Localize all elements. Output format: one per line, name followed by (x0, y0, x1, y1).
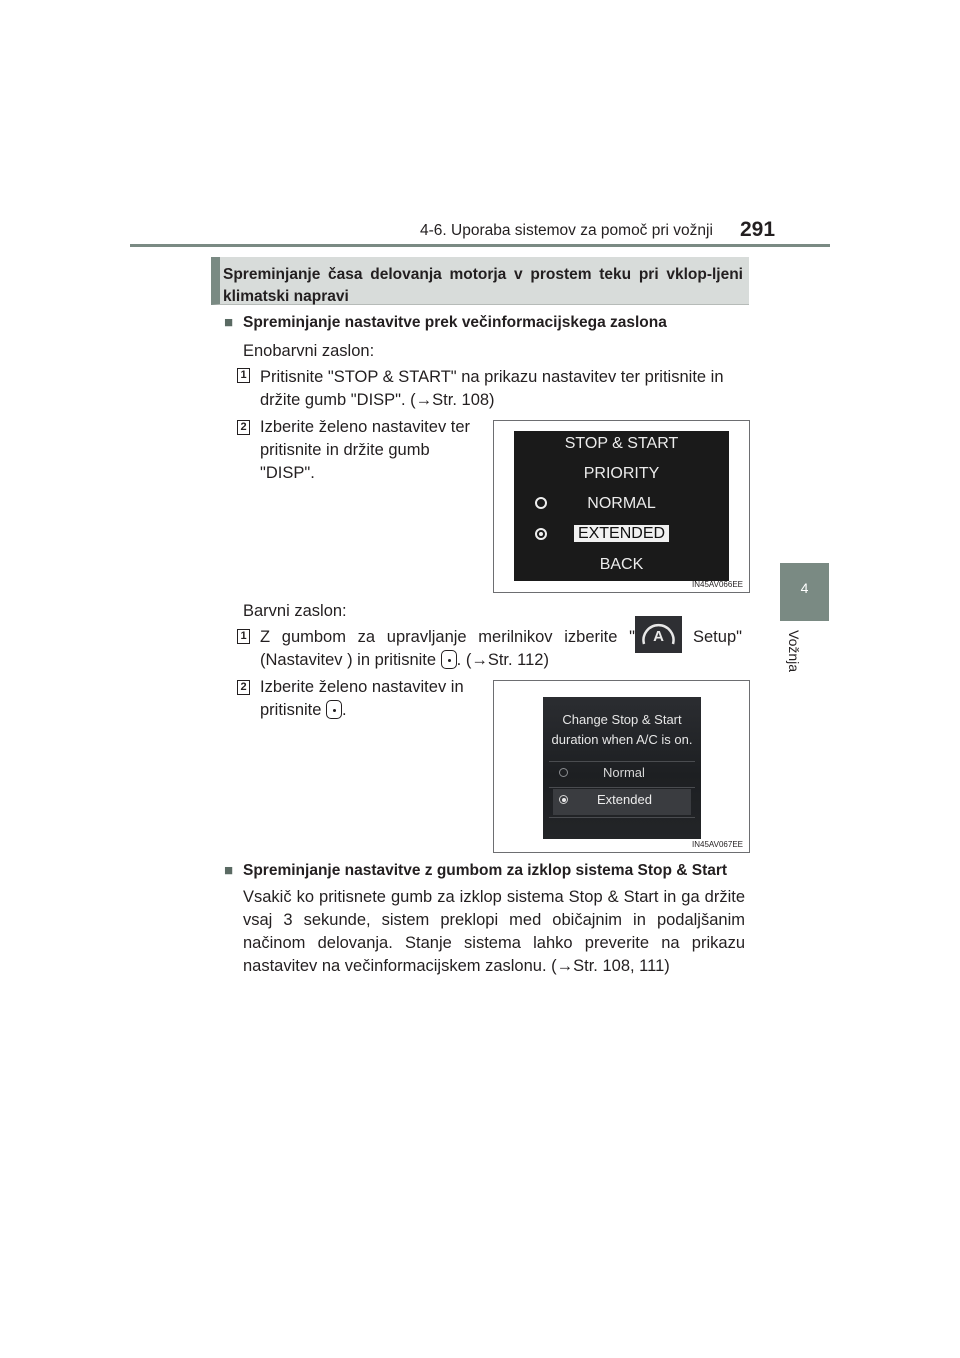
mono-step2-line1: Izberite želeno nastavitev ter (260, 418, 471, 436)
menu-item-back: BACK (599, 556, 644, 573)
mono-step1-line1: Pritisnite "STOP & START" na prikazu nastavitev ter pritisnite in (260, 368, 724, 386)
menu-item-priority: PRIORITY (583, 465, 660, 482)
figure-code: IN45AV067EE (692, 840, 743, 849)
section2-heading: Spreminjanje nastavitve z gumbom za izklop sistema Stop & Start (243, 862, 728, 879)
color-screen-title-line2: duration when A/C is on. (551, 732, 693, 747)
square-bullet-icon: ■ (224, 862, 234, 879)
step-number: 2 (237, 680, 250, 695)
color-label: Barvni zaslon: (243, 602, 347, 620)
option-extended: Extended (597, 792, 652, 807)
color-step1-line2a: (Nastavitev ) in pritisnite (260, 651, 437, 669)
section2-line3: načinom delovanja. Stanje sistema lahko preverite na prikazu (243, 934, 745, 952)
section-title: 4-6. Uporaba sistemov za pomoč pri vožnji (420, 222, 713, 239)
step-number: 1 (237, 629, 250, 644)
figure-code: IN45AV066EE (692, 580, 743, 589)
mono-step2-line2: pritisnite in držite gumb (260, 441, 430, 459)
divider (549, 817, 695, 818)
title-text: Spreminjanje časa delovanja motorja v prostem teku pri vklop-ljeni klimatski napravi (223, 266, 743, 305)
color-screen (543, 697, 701, 839)
color-step1-line2 (260, 649, 549, 671)
figure-color-display (493, 680, 750, 853)
divider (549, 761, 695, 762)
section2-line4: nastavitev na večinformacijskem zaslonu. (→Str. 108, 111) (243, 957, 670, 975)
menu-item-normal: NORMAL (587, 495, 656, 512)
square-bullet-icon: ■ (224, 314, 234, 331)
color-step1-line2b: . (→Str. 112) (456, 651, 549, 669)
extended-highlight: EXTENDED (574, 525, 669, 542)
color-step1-line1a: Z gumbom za upravljanje merilnikov izberite " (260, 628, 635, 646)
color-screen-title-line1: Change Stop & Start (562, 712, 682, 727)
color-step2-line2b: . (342, 701, 347, 719)
color-step1-line1b: Setup" (693, 628, 742, 646)
mono-label: Enobarvni zaslon: (243, 342, 375, 360)
chapter-number: 4 (800, 580, 809, 596)
radio-normal-icon (559, 768, 568, 777)
page-number: 291 (740, 218, 776, 241)
step-number: 2 (237, 420, 250, 435)
option-normal: Normal (603, 765, 645, 780)
dial-button-icon (441, 650, 457, 669)
section2-line2: vsaj 3 sekunde, sistem preklopi med običajnim in podaljšanim (243, 911, 745, 929)
header-rule (130, 244, 830, 247)
mono-step1-line2: držite gumb "DISP". (→Str. 108) (260, 391, 495, 409)
chapter-label: Vožnja (786, 630, 802, 673)
meter-setup-icon (635, 616, 682, 653)
color-step2-line2a: pritisnite (260, 701, 322, 719)
menu-item-stop-start: STOP & START (564, 435, 679, 452)
color-step2-line2 (260, 699, 347, 721)
dial-button-icon (326, 700, 342, 719)
radio-extended-selected-icon (559, 795, 568, 804)
section2-line1: Vsakič ko pritisnete gumb za izklop sistema Stop & Start in ga držite (243, 888, 745, 906)
svg-text:A: A (653, 628, 664, 645)
section1-heading: Spreminjanje nastavitve prek večinformacijskega zaslona (243, 314, 667, 331)
mono-screen (514, 431, 729, 581)
divider (549, 787, 695, 788)
figure-mono-display (493, 420, 750, 593)
color-step2-line1: Izberite želeno nastavitev in (260, 678, 464, 696)
mono-step2-line3: "DISP". (260, 464, 315, 482)
step-number: 1 (237, 368, 250, 383)
menu-item-extended (514, 525, 729, 543)
